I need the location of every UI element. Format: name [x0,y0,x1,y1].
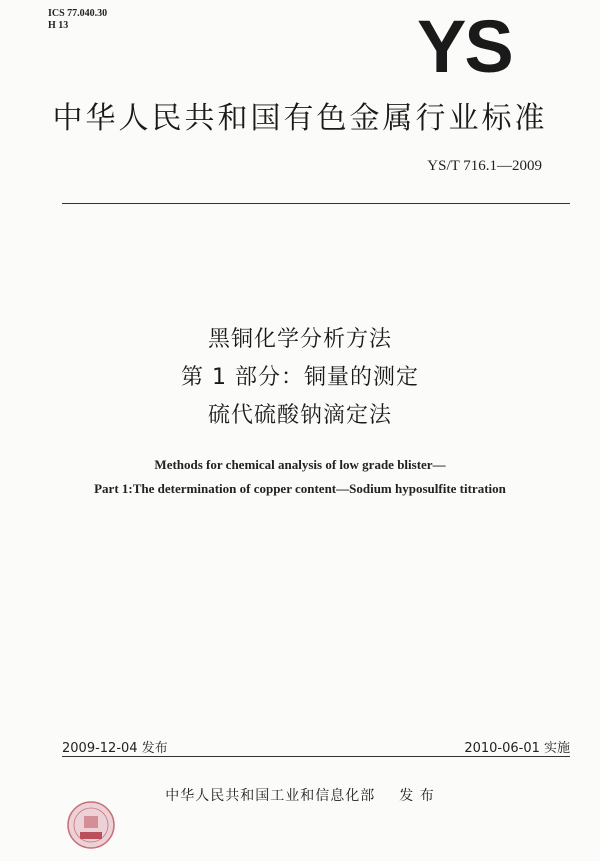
ics-code: ICS 77.040.30 [48,8,108,19]
title-en-line-2: Part 1:The determination of copper content—Sodium hyposulfite titration [94,481,506,496]
ys-logo: YS [417,5,512,88]
title-zh-line-3: 硫代硫酸钠滴定法 [207,403,392,428]
divider-bottom [62,756,570,757]
anti-counterfeit-seal-icon [66,800,116,850]
standard-number: YS/T 716.1—2009 [427,158,542,174]
divider-top [62,203,570,204]
issue-date: 2009-12-04 发布 [62,741,168,756]
ccs-code: H 13 [48,20,69,31]
title-zh-line-1: 黑铜化学分析方法 [207,327,392,352]
issuer-name: 中华人民共和国工业和信息化部 [165,788,376,804]
classification-codes [48,8,107,32]
issuer-action: 发 布 [399,788,435,804]
title-en-line-1: Methods for chemical analysis of low grade blister— [154,457,446,472]
standard-category-title: 中华人民共和国有色金属行业标准 [52,101,548,136]
title-zh-line-2: 第 1 部分：铜量的测定 [181,365,419,390]
implement-date: 2010-06-01 实施 [464,741,570,756]
